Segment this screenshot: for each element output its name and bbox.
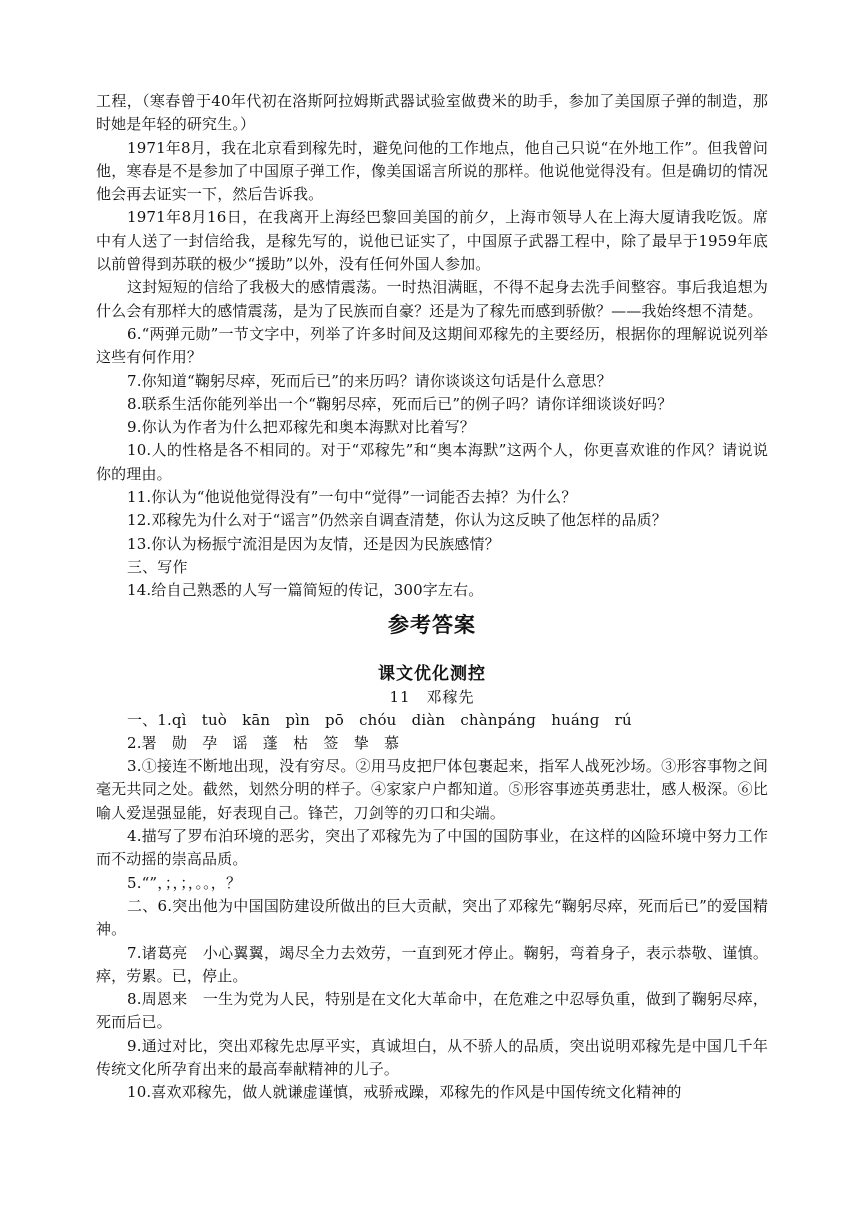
question-item: 8.联系生活你能列举出一个“鞠躬尽瘁，死而后已”的例子吗？请你详细谈谈好吗？ [127, 394, 673, 413]
writing-task: 14.给自己熟悉的人写一篇简短的传记，300字左右。 [127, 581, 484, 600]
answer-item: 8.周恩来 一生为党为人民，特别是在文化大革命中，在危难之中忍辱负重，做到了鞠躬尽瘁，死而后已。 [96, 990, 768, 1032]
answer-item: 10.喜欢邓稼先，做人就谦虚谨慎，戒骄戒躁，邓稼先的作风是中国传统文化精神的 [127, 1083, 682, 1102]
answer-item: 5.“”，；，；，。。，？ [127, 873, 242, 892]
answer-item: 2.署 勋 孕 谣 蓬 枯 签 挚 慕 [127, 733, 400, 752]
section-title: 课文优化测控 [378, 663, 486, 684]
question-item: 13.你认为杨振宁流泪是因为友情，还是因为民族感情？ [127, 534, 500, 553]
answer-item: 二、6.突出他为中国国防建设所做出的巨大贡献，突出了邓稼先“鞠躬尽瘁，死而后已”的爱国精神。 [96, 896, 768, 939]
question-item: 12.邓稼先为什么对于“谣言”仍然亲自调查清楚，你认为这反映了他怎样的品质？ [127, 511, 667, 530]
answer-title: 参考答案 [388, 612, 476, 637]
body-paragraph: 这封短短的信给了我极大的感情震荡。一时热泪满眶，不得不起身去洗手间整容。事后我追想为什么会有那样大的感情震荡，是为了民族而自豪？还是为了稼先而感到骄傲？——我始终想不清楚。 [96, 278, 768, 320]
body-paragraph-continued: 工程，（寒春曾于40年代初在洛斯阿拉姆斯武器试验室做费米的助手，参加了美国原子弹的制造，那时她是年轻的研究生。） [96, 92, 768, 134]
question-item: 9.你认为作者为什么把邓稼先和奥本海默对比着写？ [127, 418, 475, 437]
answer-item: 4.描写了罗布泊环境的恶劣，突出了邓稼先为了中国的国防事业，在这样的凶险环境中努力工作而不动摇的崇高品质。 [96, 827, 768, 869]
body-paragraph: 1971年8月16日，在我离开上海经巴黎回美国的前夕，上海市领导人在上海大厦请我吃饭。席中有人送了一封信给我，是稼先写的，说他已证实了，中国原子武器工程中，除了最早于1959年底以前曾得到苏联的极少“援助”以外，没有任何外国人参加。 [96, 208, 768, 274]
lesson-title: 11 邓稼先 [389, 687, 475, 706]
question-item: 7.你知道“鞠躬尽瘁，死而后已”的来历吗？请你谈谈这句话是什么意思？ [127, 371, 612, 390]
answer-item: 9.通过对比，突出邓稼先忠厚平实，真诚坦白，从不骄人的品质，突出说明邓稼先是中国几千年传统文化所孕育出来的最高奉献精神的儿子。 [96, 1036, 768, 1078]
question-item: 11.你认为“他说他觉得没有”一句中“觉得”一词能否去掉？为什么？ [127, 488, 577, 507]
answer-item: 一、1.qì tuò kān pìn pō chóu diàn chànpánɡ huánɡ rú [127, 710, 632, 729]
answer-item: 3.①接连不断地出现，没有穷尽。②用马皮把尸体包裹起来，指军人战死沙场。③形容事物之间毫无共同之处。截然，划然分明的样子。④家家户户都知道。⑤形容事迹英勇悲壮，感人极深。⑥比喻人爱逞强显能，好表现自己。锋芒，刀剑等的刃口和尖端。 [96, 757, 768, 822]
question-item: 6.“两弹元勋”一节文字中，列举了许多时间及这期间邓稼先的主要经历，根据你的理解说说列举这些有何作用？ [96, 324, 768, 367]
question-item: 10.人的性格是各不相同的。对于“邓稼先”和“奥本海默”这两个人，你更喜欢谁的作风？请说说你的理由。 [96, 441, 768, 483]
body-paragraph: 1971年8月，我在北京看到稼先时，避免问他的工作地点，他自己只说“在外地工作”。但我曾问他，寒春是不是参加了中国原子弹工作，像美国谣言所说的那样。他说他觉得没有。但是确切的情况他会再去证实一下，然后告诉我。 [96, 138, 768, 204]
answer-item: 7.诸葛亮 小心翼翼，竭尽全力去效劳，一直到死才停止。鞠躬，弯着身子，表示恭敬、谨慎。瘁，劳累。已，停止。 [96, 943, 768, 985]
writing-section-heading: 三、写作 [127, 557, 188, 576]
